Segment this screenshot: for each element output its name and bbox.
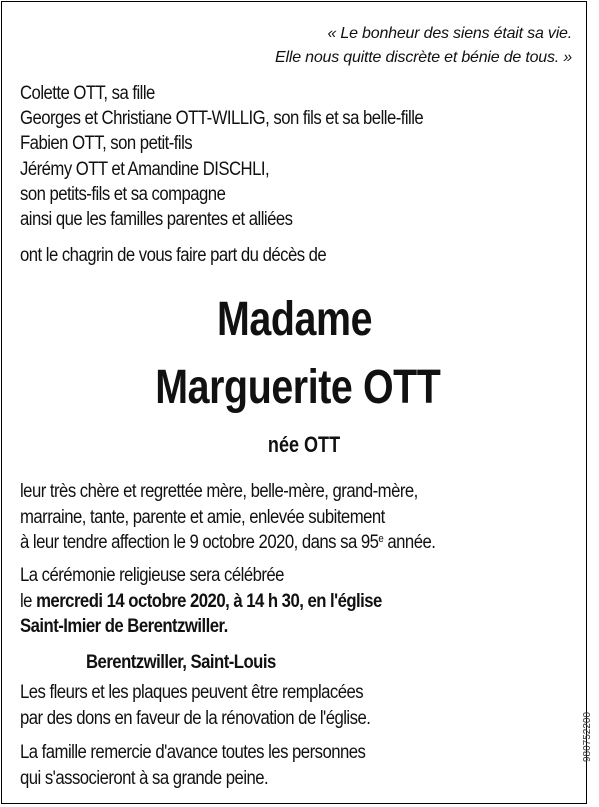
ordinal-suffix: e [378,533,384,545]
flowers-line: Les fleurs et les plaques peuvent être remplacées [20,682,364,703]
description-line [20,530,435,556]
thanks-line: qui s'associeront à sa grande peine. [20,767,269,789]
ceremony-line [20,614,382,640]
family-member: ainsi que les familles parentes et alliées [20,209,293,231]
ceremony-line: La cérémonie religieuse sera célébrée [20,565,284,586]
places-line: Berentzwiller, Saint-Louis [86,652,276,673]
ceremony-line [20,589,382,615]
family-member: Georges et Christiane OTT-WILLIG, son fils et sa belle-fille [20,108,424,130]
deceased-maiden-text: née OTT [267,432,341,457]
deceased-title [0,292,590,348]
quote-line: Elle nous quitte discrète et bénie de tous. » [275,49,572,66]
description-paragraph [20,479,435,556]
deceased-name-text: Marguerite OTT [155,361,441,414]
flowers-paragraph [20,680,370,731]
deceased-maiden-name [9,431,599,459]
description-text: à leur tendre affection le 9 octobre 2020, dans sa 95 [20,532,379,553]
description-line: leur très chère et regrettée mère, belle-mère, grand-mère, [20,481,418,502]
family-member: son petits-fils et sa compagne [20,183,226,205]
quote-line: « Le bonheur des siens était sa vie. [327,25,572,42]
ceremony-date: mercredi 14 octobre 2020, à 14 h 30, en l'église [36,590,382,612]
description-line: marraine, tante, parente et amie, enlevée subitement [20,506,385,528]
announcement-text: ont le chagrin de vous faire part du décès de [20,245,327,266]
family-list [20,81,423,232]
epigraph-quote [275,22,572,70]
deceased-title-text: Madame [217,293,373,346]
ceremony-church: Saint-Imier de Berentzwiller. [20,616,228,637]
deceased-name [3,360,593,416]
reference-number: 980752200 [582,711,593,762]
flowers-line: par des dons en faveur de la rénovation de l'église. [20,707,371,729]
ceremony-paragraph [20,563,382,640]
ceremony-text: le [20,590,37,612]
thanks-line: La famille remercie d'avance toutes les personnes [20,742,366,763]
family-member: Fabien OTT, son petit-fils [20,133,193,155]
family-member: Jérémy OTT et Amandine DISCHLI, [20,158,270,180]
description-text: année. [383,532,436,553]
family-member: Colette OTT, sa fille [20,83,155,104]
thanks-paragraph [20,740,365,791]
